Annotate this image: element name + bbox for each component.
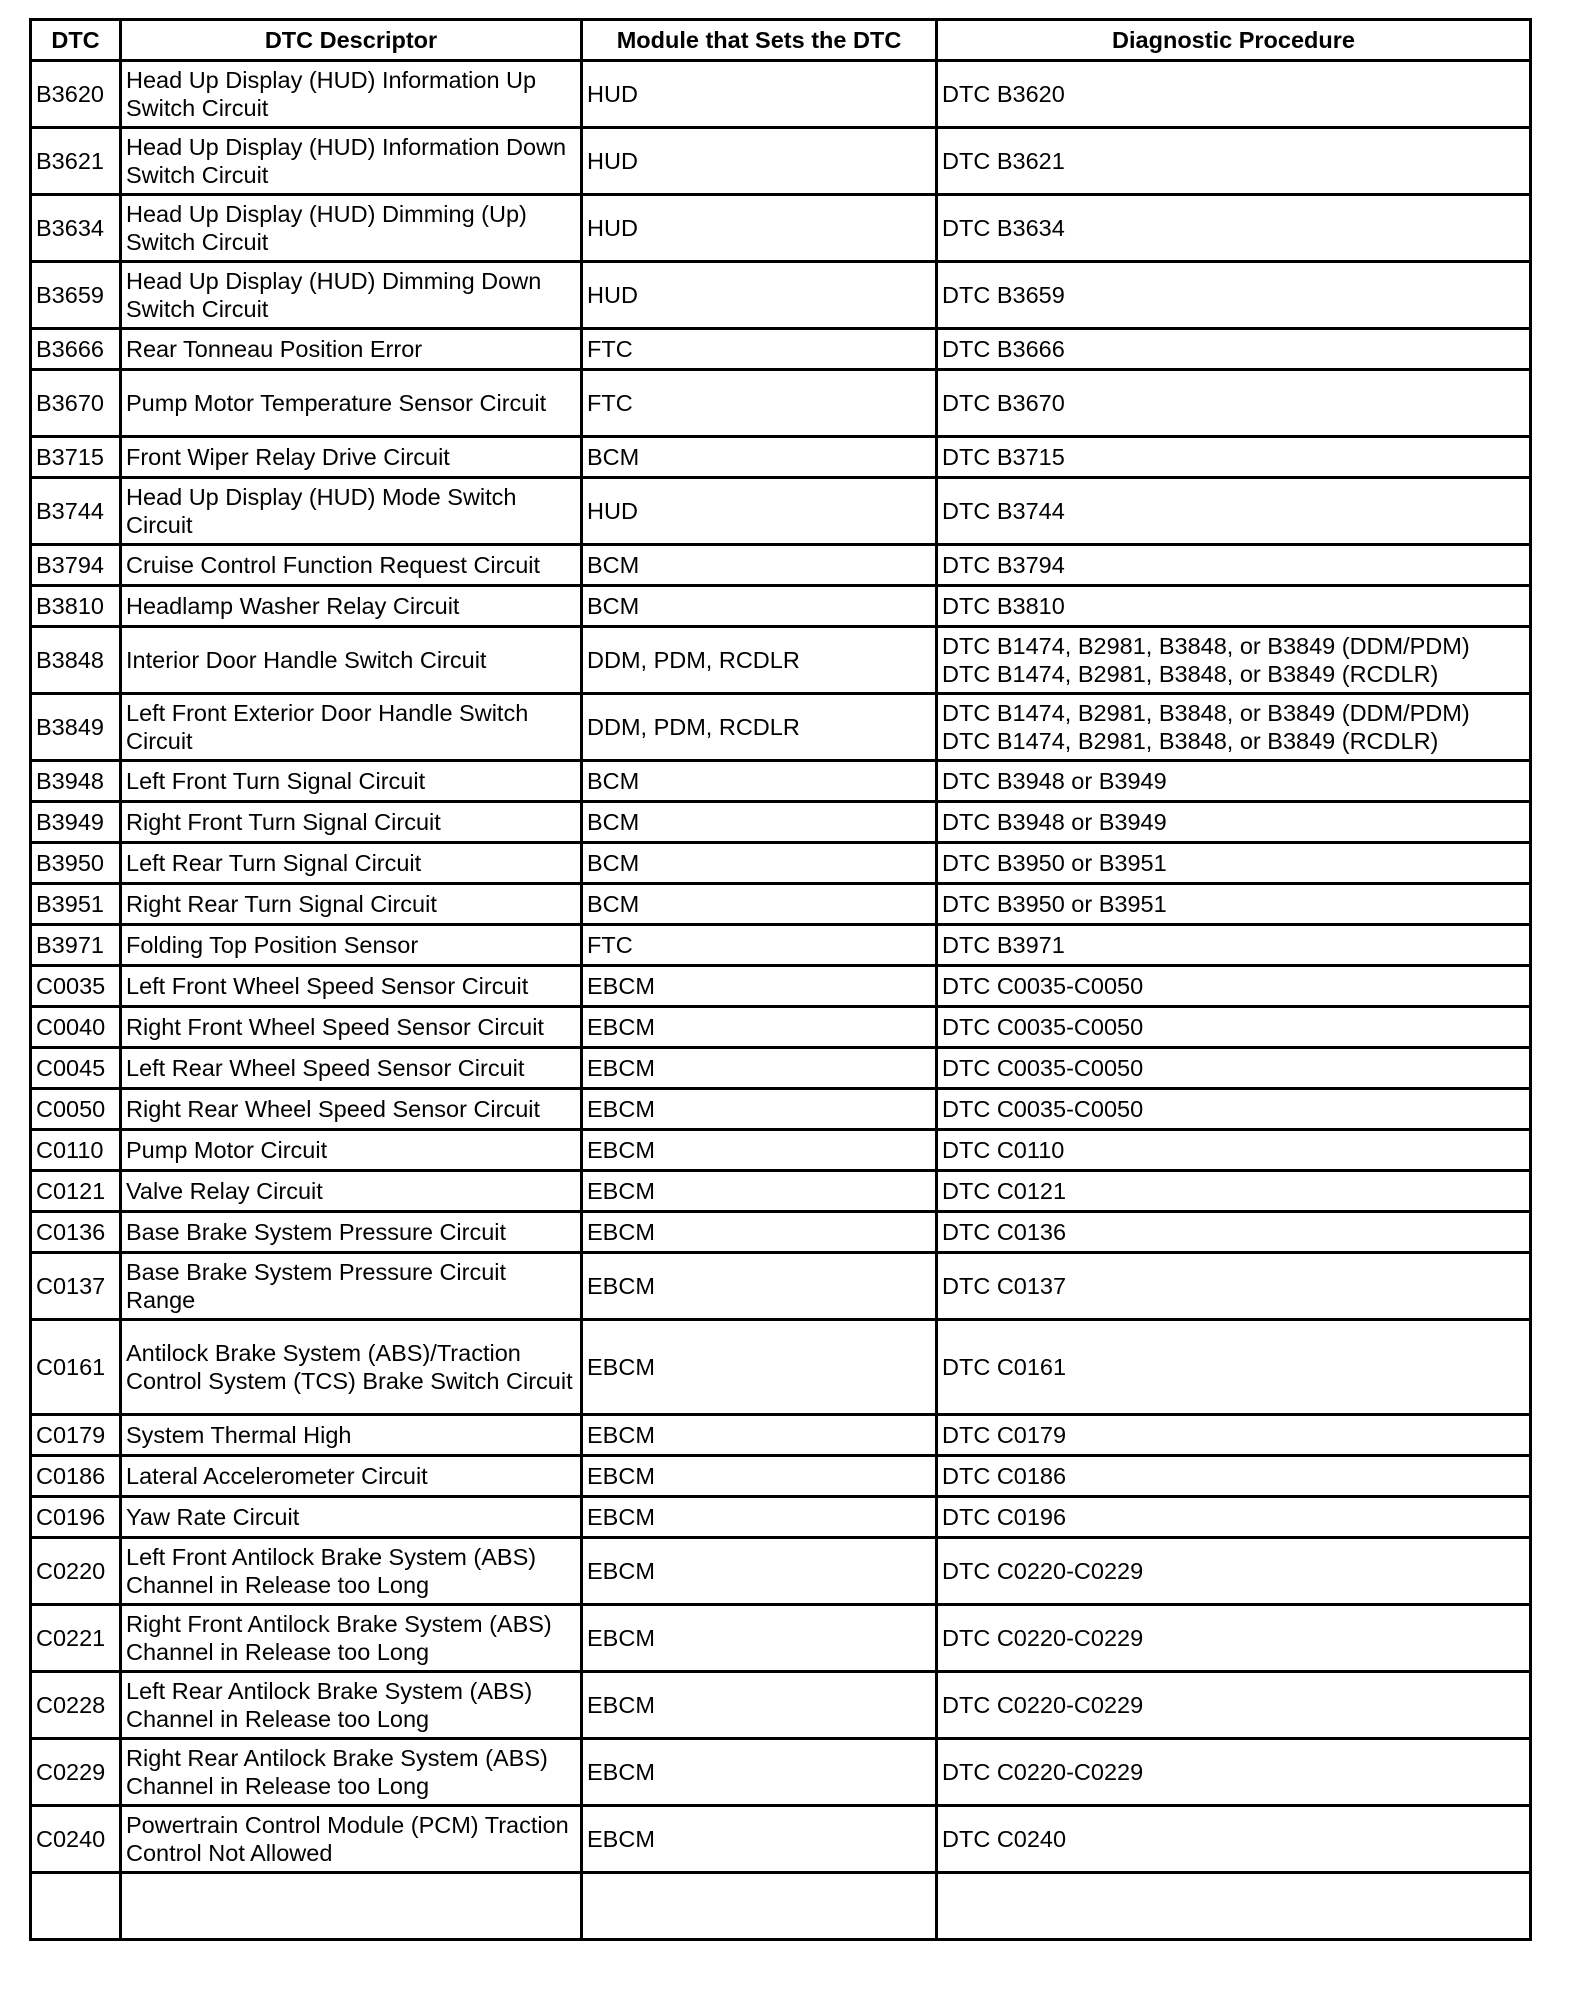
dtc-procedure bbox=[937, 195, 1531, 262]
dtc-procedure bbox=[937, 1048, 1531, 1089]
dtc-code: C0161 bbox=[31, 1320, 121, 1415]
dtc-code: C0186 bbox=[31, 1456, 121, 1497]
dtc-descriptor: Left Rear Antilock Brake System (ABS) Channel in Release too Long bbox=[121, 1672, 582, 1739]
dtc-descriptor: Left Front Turn Signal Circuit bbox=[121, 761, 582, 802]
procedure-line: DTC B3666 bbox=[942, 336, 1065, 362]
dtc-procedure bbox=[937, 1212, 1531, 1253]
dtc-module: EBCM bbox=[582, 1806, 937, 1873]
procedure-line: DTC B3948 or B3949 bbox=[942, 768, 1167, 794]
dtc-procedure bbox=[937, 1415, 1531, 1456]
dtc-code: C0050 bbox=[31, 1089, 121, 1130]
dtc-procedure bbox=[937, 1806, 1531, 1873]
dtc-module: HUD bbox=[582, 262, 937, 329]
dtc-module: FTC bbox=[582, 925, 937, 966]
table-row bbox=[31, 1605, 1531, 1672]
dtc-descriptor: Pump Motor Temperature Sensor Circuit bbox=[121, 370, 582, 437]
procedure-line: DTC C0196 bbox=[942, 1504, 1067, 1530]
dtc-module: BCM bbox=[582, 802, 937, 843]
dtc-code: B3666 bbox=[31, 329, 121, 370]
procedure-line: DTC B1474, B2981, B3848, or B3849 (DDM/PDM) bbox=[942, 633, 1470, 659]
dtc-code: C0179 bbox=[31, 1415, 121, 1456]
dtc-procedure bbox=[937, 1538, 1531, 1605]
dtc-module: EBCM bbox=[582, 1497, 937, 1538]
dtc-module: EBCM bbox=[582, 1171, 937, 1212]
table-row bbox=[31, 966, 1531, 1007]
dtc-procedure bbox=[937, 1605, 1531, 1672]
dtc-descriptor: Head Up Display (HUD) Dimming Down Switch Circuit bbox=[121, 262, 582, 329]
procedure-line: DTC C0035-C0050 bbox=[942, 1014, 1144, 1040]
dtc-procedure bbox=[937, 128, 1531, 195]
table-row bbox=[31, 329, 1531, 370]
dtc-module bbox=[582, 1873, 937, 1940]
dtc-code: B3950 bbox=[31, 843, 121, 884]
table-row bbox=[31, 1320, 1531, 1415]
dtc-module: BCM bbox=[582, 545, 937, 586]
dtc-module: EBCM bbox=[582, 1130, 937, 1171]
procedure-line: DTC B3659 bbox=[942, 282, 1065, 308]
dtc-descriptor: Antilock Brake System (ABS)/Traction Control System (TCS) Brake Switch Circuit bbox=[121, 1320, 582, 1415]
dtc-module: EBCM bbox=[582, 1089, 937, 1130]
table-row bbox=[31, 545, 1531, 586]
dtc-procedure bbox=[937, 1739, 1531, 1806]
dtc-module: EBCM bbox=[582, 1739, 937, 1806]
dtc-module: EBCM bbox=[582, 1672, 937, 1739]
dtc-module: HUD bbox=[582, 61, 937, 128]
dtc-procedure bbox=[937, 627, 1531, 694]
dtc-descriptor: Right Rear Turn Signal Circuit bbox=[121, 884, 582, 925]
dtc-descriptor: Interior Door Handle Switch Circuit bbox=[121, 627, 582, 694]
dtc-procedure bbox=[937, 1456, 1531, 1497]
dtc-procedure bbox=[937, 1672, 1531, 1739]
dtc-module: BCM bbox=[582, 884, 937, 925]
dtc-module: BCM bbox=[582, 586, 937, 627]
table-row bbox=[31, 1212, 1531, 1253]
dtc-procedure bbox=[937, 694, 1531, 761]
procedure-line: DTC C0220-C0229 bbox=[942, 1625, 1144, 1651]
dtc-module: HUD bbox=[582, 128, 937, 195]
dtc-procedure bbox=[937, 586, 1531, 627]
procedure-line: DTC B3670 bbox=[942, 390, 1065, 416]
dtc-procedure bbox=[937, 370, 1531, 437]
dtc-module: EBCM bbox=[582, 1456, 937, 1497]
dtc-procedure bbox=[937, 802, 1531, 843]
dtc-procedure bbox=[937, 843, 1531, 884]
table-row bbox=[31, 1497, 1531, 1538]
dtc-code: B3670 bbox=[31, 370, 121, 437]
header-module: Module that Sets the DTC bbox=[582, 20, 937, 61]
procedure-line: DTC C0240 bbox=[942, 1826, 1067, 1852]
dtc-descriptor bbox=[121, 1873, 582, 1940]
table-row bbox=[31, 437, 1531, 478]
dtc-procedure bbox=[937, 761, 1531, 802]
dtc-procedure bbox=[937, 966, 1531, 1007]
dtc-code: B3948 bbox=[31, 761, 121, 802]
table-row bbox=[31, 1456, 1531, 1497]
procedure-line: DTC C0137 bbox=[942, 1273, 1067, 1299]
procedure-line: DTC B3794 bbox=[942, 552, 1065, 578]
header-descriptor: DTC Descriptor bbox=[121, 20, 582, 61]
dtc-descriptor: Right Front Wheel Speed Sensor Circuit bbox=[121, 1007, 582, 1048]
table-row bbox=[31, 884, 1531, 925]
dtc-descriptor: Front Wiper Relay Drive Circuit bbox=[121, 437, 582, 478]
procedure-line: DTC B3950 or B3951 bbox=[942, 891, 1167, 917]
dtc-procedure bbox=[937, 1497, 1531, 1538]
dtc-code: C0035 bbox=[31, 966, 121, 1007]
dtc-code: B3849 bbox=[31, 694, 121, 761]
dtc-descriptor: Left Front Exterior Door Handle Switch Circuit bbox=[121, 694, 582, 761]
dtc-descriptor: Left Rear Turn Signal Circuit bbox=[121, 843, 582, 884]
table-row bbox=[31, 1873, 1531, 1940]
procedure-line: DTC C0110 bbox=[942, 1137, 1065, 1163]
dtc-procedure bbox=[937, 1171, 1531, 1212]
dtc-descriptor: Base Brake System Pressure Circuit Range bbox=[121, 1253, 582, 1320]
table-row bbox=[31, 1048, 1531, 1089]
dtc-descriptor: Left Rear Wheel Speed Sensor Circuit bbox=[121, 1048, 582, 1089]
dtc-descriptor: Powertrain Control Module (PCM) Traction Control Not Allowed bbox=[121, 1806, 582, 1873]
procedure-line: DTC B3744 bbox=[942, 498, 1065, 524]
dtc-descriptor: Valve Relay Circuit bbox=[121, 1171, 582, 1212]
dtc-code: B3634 bbox=[31, 195, 121, 262]
procedure-line: DTC B3621 bbox=[942, 148, 1065, 174]
dtc-descriptor: Head Up Display (HUD) Information Down Switch Circuit bbox=[121, 128, 582, 195]
dtc-procedure bbox=[937, 925, 1531, 966]
procedure-line: DTC C0121 bbox=[942, 1178, 1067, 1204]
dtc-code bbox=[31, 1873, 121, 1940]
dtc-procedure bbox=[937, 437, 1531, 478]
header-row bbox=[31, 20, 1531, 61]
dtc-descriptor: Right Rear Antilock Brake System (ABS) Channel in Release too Long bbox=[121, 1739, 582, 1806]
dtc-descriptor: System Thermal High bbox=[121, 1415, 582, 1456]
procedure-line: DTC C0179 bbox=[942, 1422, 1067, 1448]
dtc-descriptor: Head Up Display (HUD) Mode Switch Circuit bbox=[121, 478, 582, 545]
dtc-descriptor: Pump Motor Circuit bbox=[121, 1130, 582, 1171]
dtc-code: B3621 bbox=[31, 128, 121, 195]
dtc-module: EBCM bbox=[582, 1320, 937, 1415]
dtc-procedure bbox=[937, 545, 1531, 586]
dtc-procedure bbox=[937, 61, 1531, 128]
dtc-module: BCM bbox=[582, 843, 937, 884]
dtc-module: DDM, PDM, RCDLR bbox=[582, 627, 937, 694]
dtc-descriptor: Head Up Display (HUD) Information Up Switch Circuit bbox=[121, 61, 582, 128]
dtc-module: EBCM bbox=[582, 1605, 937, 1672]
dtc-module: EBCM bbox=[582, 1538, 937, 1605]
table-row bbox=[31, 478, 1531, 545]
table-row bbox=[31, 1739, 1531, 1806]
dtc-code: C0240 bbox=[31, 1806, 121, 1873]
dtc-descriptor: Headlamp Washer Relay Circuit bbox=[121, 586, 582, 627]
dtc-descriptor: Rear Tonneau Position Error bbox=[121, 329, 582, 370]
dtc-procedure bbox=[937, 1873, 1531, 1940]
table-row bbox=[31, 586, 1531, 627]
dtc-module: BCM bbox=[582, 437, 937, 478]
dtc-code: B3744 bbox=[31, 478, 121, 545]
dtc-descriptor: Base Brake System Pressure Circuit bbox=[121, 1212, 582, 1253]
procedure-line: DTC B3634 bbox=[942, 215, 1065, 241]
dtc-code: C0121 bbox=[31, 1171, 121, 1212]
procedure-line: DTC C0035-C0050 bbox=[942, 1055, 1144, 1081]
dtc-descriptor: Left Front Wheel Speed Sensor Circuit bbox=[121, 966, 582, 1007]
dtc-module: FTC bbox=[582, 329, 937, 370]
dtc-descriptor: Right Front Turn Signal Circuit bbox=[121, 802, 582, 843]
dtc-code: C0040 bbox=[31, 1007, 121, 1048]
dtc-table bbox=[29, 18, 1532, 1941]
dtc-code: C0137 bbox=[31, 1253, 121, 1320]
dtc-code: C0229 bbox=[31, 1739, 121, 1806]
header-dtc: DTC bbox=[31, 20, 121, 61]
dtc-descriptor: Right Rear Wheel Speed Sensor Circuit bbox=[121, 1089, 582, 1130]
table-row bbox=[31, 1089, 1531, 1130]
dtc-code: C0136 bbox=[31, 1212, 121, 1253]
dtc-procedure bbox=[937, 1253, 1531, 1320]
dtc-code: C0110 bbox=[31, 1130, 121, 1171]
dtc-code: C0196 bbox=[31, 1497, 121, 1538]
dtc-procedure bbox=[937, 1089, 1531, 1130]
table-row bbox=[31, 1253, 1531, 1320]
dtc-module: DDM, PDM, RCDLR bbox=[582, 694, 937, 761]
table-row bbox=[31, 1672, 1531, 1739]
procedure-line: DTC B3810 bbox=[942, 593, 1065, 619]
dtc-procedure bbox=[937, 262, 1531, 329]
dtc-code: C0228 bbox=[31, 1672, 121, 1739]
dtc-descriptor: Yaw Rate Circuit bbox=[121, 1497, 582, 1538]
procedure-line: DTC C0136 bbox=[942, 1219, 1067, 1245]
table-row bbox=[31, 262, 1531, 329]
table-row bbox=[31, 1538, 1531, 1605]
dtc-code: B3715 bbox=[31, 437, 121, 478]
dtc-code: B3949 bbox=[31, 802, 121, 843]
dtc-module: FTC bbox=[582, 370, 937, 437]
dtc-module: EBCM bbox=[582, 1212, 937, 1253]
procedure-line: DTC B3948 or B3949 bbox=[942, 809, 1167, 835]
procedure-line: DTC C0161 bbox=[942, 1354, 1067, 1380]
table-row bbox=[31, 1130, 1531, 1171]
dtc-descriptor: Cruise Control Function Request Circuit bbox=[121, 545, 582, 586]
header-procedure: Diagnostic Procedure bbox=[937, 20, 1531, 61]
dtc-descriptor: Right Front Antilock Brake System (ABS) Channel in Release too Long bbox=[121, 1605, 582, 1672]
procedure-line: DTC B3715 bbox=[942, 444, 1065, 470]
dtc-procedure bbox=[937, 329, 1531, 370]
dtc-code: B3971 bbox=[31, 925, 121, 966]
procedure-line: DTC C0220-C0229 bbox=[942, 1759, 1144, 1785]
table-row bbox=[31, 370, 1531, 437]
procedure-line: DTC B1474, B2981, B3848, or B3849 (RCDLR) bbox=[942, 661, 1439, 687]
dtc-code: B3848 bbox=[31, 627, 121, 694]
dtc-module: EBCM bbox=[582, 1048, 937, 1089]
table-row bbox=[31, 195, 1531, 262]
dtc-procedure bbox=[937, 1007, 1531, 1048]
dtc-procedure bbox=[937, 1320, 1531, 1415]
dtc-code: B3810 bbox=[31, 586, 121, 627]
dtc-module: EBCM bbox=[582, 1415, 937, 1456]
dtc-module: EBCM bbox=[582, 1253, 937, 1320]
dtc-code: B3620 bbox=[31, 61, 121, 128]
table-row bbox=[31, 627, 1531, 694]
procedure-line: DTC B3971 bbox=[942, 932, 1065, 958]
procedure-line: DTC C0035-C0050 bbox=[942, 1096, 1144, 1122]
dtc-module: EBCM bbox=[582, 1007, 937, 1048]
dtc-code: C0220 bbox=[31, 1538, 121, 1605]
table-row bbox=[31, 1806, 1531, 1873]
dtc-module: HUD bbox=[582, 478, 937, 545]
dtc-descriptor: Left Front Antilock Brake System (ABS) Channel in Release too Long bbox=[121, 1538, 582, 1605]
procedure-line: DTC C0186 bbox=[942, 1463, 1067, 1489]
table-row bbox=[31, 128, 1531, 195]
dtc-module: HUD bbox=[582, 195, 937, 262]
dtc-code: B3794 bbox=[31, 545, 121, 586]
dtc-procedure bbox=[937, 1130, 1531, 1171]
procedure-line: DTC C0220-C0229 bbox=[942, 1558, 1144, 1584]
table-row bbox=[31, 1415, 1531, 1456]
dtc-code: B3659 bbox=[31, 262, 121, 329]
table-row bbox=[31, 843, 1531, 884]
table-row bbox=[31, 61, 1531, 128]
dtc-descriptor: Lateral Accelerometer Circuit bbox=[121, 1456, 582, 1497]
procedure-line: DTC C0220-C0229 bbox=[942, 1692, 1144, 1718]
procedure-line: DTC B3950 or B3951 bbox=[942, 850, 1167, 876]
dtc-code: C0045 bbox=[31, 1048, 121, 1089]
dtc-module: BCM bbox=[582, 761, 937, 802]
dtc-descriptor: Folding Top Position Sensor bbox=[121, 925, 582, 966]
procedure-line: DTC B1474, B2981, B3848, or B3849 (DDM/PDM) bbox=[942, 700, 1470, 726]
procedure-line: DTC B3620 bbox=[942, 81, 1065, 107]
procedure-line: DTC C0035-C0050 bbox=[942, 973, 1144, 999]
dtc-code: B3951 bbox=[31, 884, 121, 925]
dtc-descriptor: Head Up Display (HUD) Dimming (Up) Switch Circuit bbox=[121, 195, 582, 262]
table-row bbox=[31, 694, 1531, 761]
table-row bbox=[31, 925, 1531, 966]
dtc-procedure bbox=[937, 884, 1531, 925]
table-row bbox=[31, 1171, 1531, 1212]
dtc-procedure bbox=[937, 478, 1531, 545]
dtc-code: C0221 bbox=[31, 1605, 121, 1672]
procedure-line: DTC B1474, B2981, B3848, or B3849 (RCDLR) bbox=[942, 728, 1439, 754]
table-row bbox=[31, 1007, 1531, 1048]
table-row bbox=[31, 802, 1531, 843]
dtc-module: EBCM bbox=[582, 966, 937, 1007]
table-row bbox=[31, 761, 1531, 802]
